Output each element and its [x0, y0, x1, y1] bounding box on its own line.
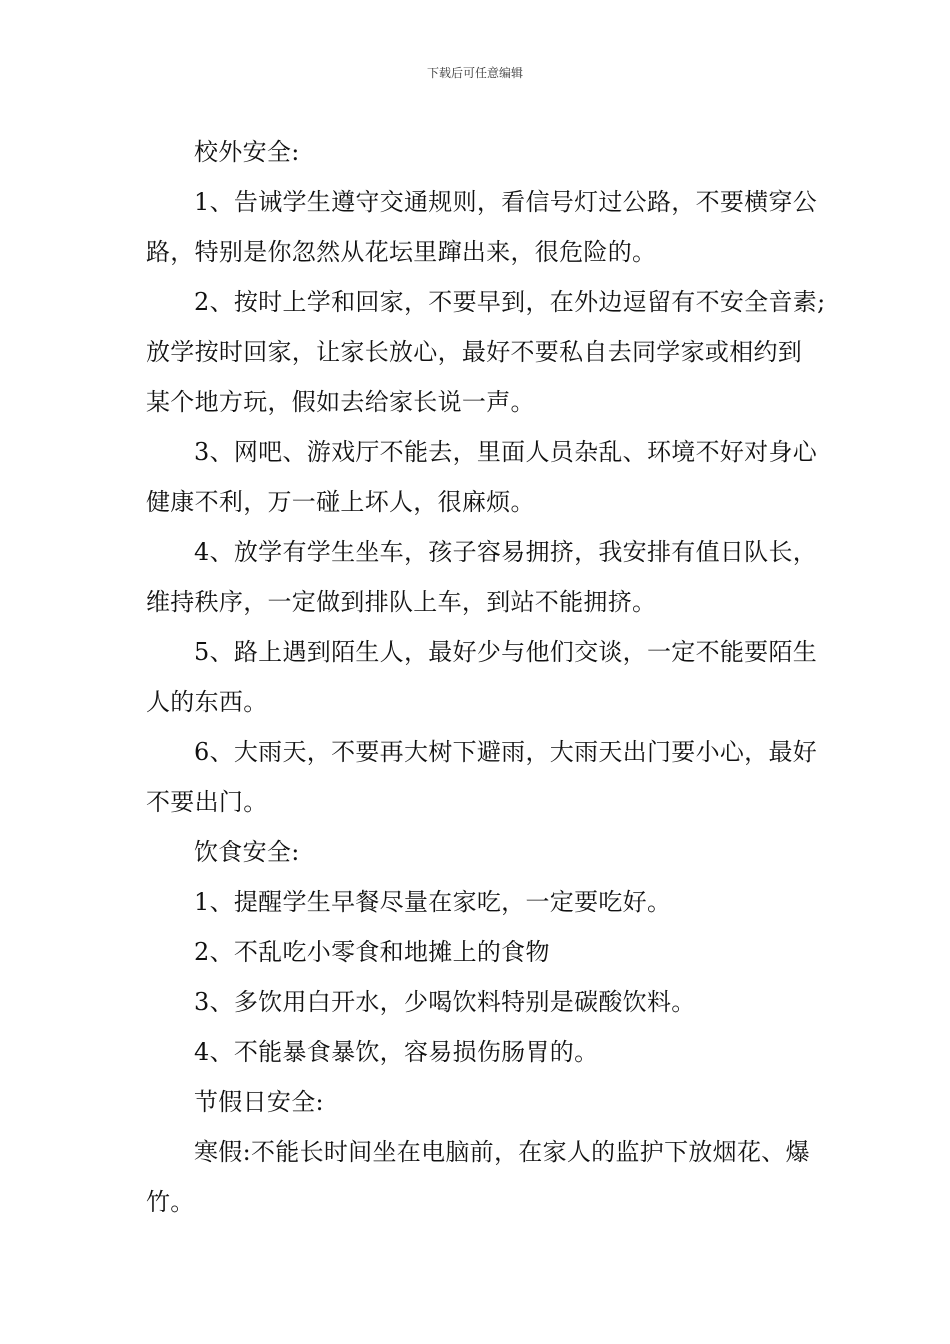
header-note: 下载后可任意编辑: [426, 66, 523, 80]
section-heading-food: 饮食安全:: [194, 838, 300, 866]
section-heading-holiday: 节假日安全:: [194, 1088, 324, 1116]
paragraph: 2、不乱吃小零食和地摊上的食物: [194, 938, 550, 966]
paragraph: 6、大雨天，不要再大树下避雨，大雨天出门要小心，最好不要出门。: [146, 738, 818, 816]
section-heading-off-campus: 校外安全:: [194, 138, 300, 166]
document-body: [146, 127, 826, 1227]
paragraph: 寒假:不能长时间坐在电脑前，在家人的监护下放烟花、爆竹。: [146, 1138, 810, 1216]
paragraph: 3、多饮用白开水，少喝饮料特别是碳酸饮料。: [194, 988, 696, 1016]
paragraph: 2、按时上学和回家，不要早到，在外边逗留有不安全音素;放学按时回家，让家长放心，最好不要私自去同学家或相约到某个地方玩，假如去给家长说一声。: [146, 288, 826, 416]
paragraph: 3、网吧、游戏厅不能去，里面人员杂乱、环境不好对身心健康不利，万一碰上坏人，很麻烦。: [146, 438, 818, 516]
paragraph: 1、告诫学生遵守交通规则，看信号灯过公路，不要横穿公路，特别是你忽然从花坛里蹿出来，很危险的。: [146, 188, 818, 266]
paragraph: 4、放学有学生坐车，孩子容易拥挤，我安排有值日队长，维持秩序，一定做到排队上车，到站不能拥挤。: [146, 538, 818, 616]
paragraph: 5、路上遇到陌生人，最好少与他们交谈，一定不能要陌生人的东西。: [146, 638, 818, 716]
paragraph: 4、不能暴食暴饮，容易损伤肠胃的。: [194, 1038, 599, 1066]
paragraph: 1、提醒学生早餐尽量在家吃，一定要吃好。: [194, 888, 672, 916]
